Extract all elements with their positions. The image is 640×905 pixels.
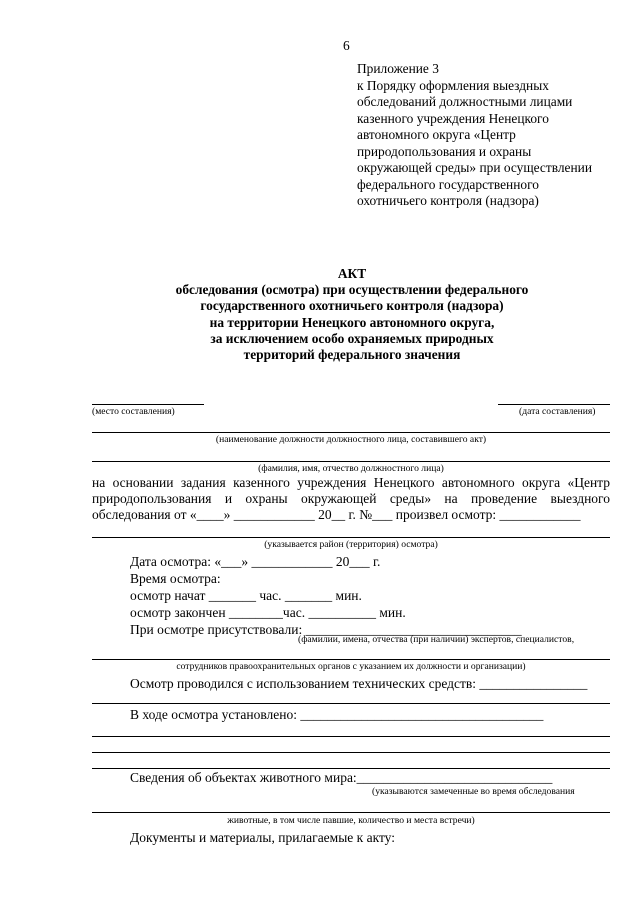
findings-line[interactable] — [92, 736, 610, 737]
district-line[interactable] — [92, 537, 610, 538]
inspection-start[interactable]: осмотр начат _______ час. _______ мин. — [130, 588, 362, 603]
inspection-date[interactable]: Дата осмотра: «___» ____________ 20___ г. — [130, 554, 381, 569]
attendees-line[interactable] — [92, 659, 610, 660]
appendix-line: обследований должностными лицами — [357, 94, 573, 109]
date-line[interactable] — [498, 404, 610, 405]
appendix-line: окружающей среды» при осуществлении — [357, 160, 592, 175]
position-caption: (наименование должности должностного лица, составившего акт) — [215, 434, 487, 445]
fio-line[interactable] — [92, 461, 610, 462]
wildlife-caption-2: животные, в том числе павшие, количество и места встречи) — [227, 815, 475, 826]
district-caption: (указывается район (территория) осмотра) — [264, 539, 438, 550]
attendees-caption-1: (фамилии, имена, отчества (при наличии) экспертов, специалистов, — [298, 634, 575, 645]
wildlife-field[interactable]: Сведения об объектах животного мира:_____________________________ — [130, 770, 553, 785]
basis-text — [92, 475, 610, 523]
wildlife-line[interactable] — [92, 812, 610, 813]
fio-caption: (фамилия, имя, отчество должностного лица) — [258, 463, 444, 474]
basis-line: на основании задания казенного учреждения Ненецкого автономного округа «Центр — [92, 475, 610, 490]
date-caption: (дата составления) — [519, 406, 596, 417]
inspection-time-label: Время осмотра: — [130, 571, 221, 586]
attendees-caption-2: сотрудников правоохранительных органов с указанием их должности и организации) — [176, 661, 526, 672]
title-line: обследования (осмотра) при осуществлении федерального — [175, 282, 529, 298]
inspection-end[interactable]: осмотр закончен ________час. __________ мин. — [130, 605, 406, 620]
appendix-line: Приложение 3 — [357, 61, 439, 76]
page-number: 6 — [343, 38, 350, 53]
appendix-line: автономного округа «Центр — [357, 127, 516, 142]
document-title — [92, 266, 612, 363]
appendix-line: казенного учреждения Ненецкого — [357, 110, 549, 126]
basis-line: природопользования и охраны окружающей среды» на проведение выездного — [92, 491, 610, 506]
attached-documents-label: Документы и материалы, прилагаемые к акту: — [130, 830, 396, 845]
title-line: за исключением особо охраняемых природных — [210, 330, 494, 346]
appendix-block — [357, 61, 592, 210]
title-line: на территории Ненецкого автономного округа, — [209, 314, 495, 330]
appendix-line: к Порядку оформления выездных — [357, 77, 549, 93]
findings-line[interactable] — [92, 768, 610, 769]
wildlife-caption-1: (указываются замеченные во время обследования — [372, 786, 575, 797]
title-line: АКТ — [337, 266, 367, 281]
appendix-line: природопользования и охраны — [357, 143, 532, 159]
appendix-line: федерального государственного — [357, 176, 539, 192]
title-line: государственного охотничьего контроля (надзора) — [200, 298, 504, 314]
findings-field[interactable]: В ходе осмотра установлено: ____________________________________ — [130, 707, 544, 722]
technical-means-field[interactable]: Осмотр проводился с использованием технических средств: ________________ — [130, 676, 588, 691]
position-line[interactable] — [92, 432, 610, 433]
title-line: территорий федерального значения — [243, 347, 461, 363]
attendees-field[interactable]: При осмотре присутствовали: ________________________________ — [130, 622, 522, 637]
place-line[interactable] — [92, 404, 204, 405]
technical-means-line[interactable] — [92, 703, 610, 704]
appendix-line: охотничьего контроля (надзора) — [357, 193, 539, 208]
basis-line: обследования от «____» ____________ 20__ г. №___ произвел осмотр: ____________ — [92, 507, 581, 522]
findings-line[interactable] — [92, 752, 610, 753]
place-caption: (место составления) — [92, 406, 175, 417]
